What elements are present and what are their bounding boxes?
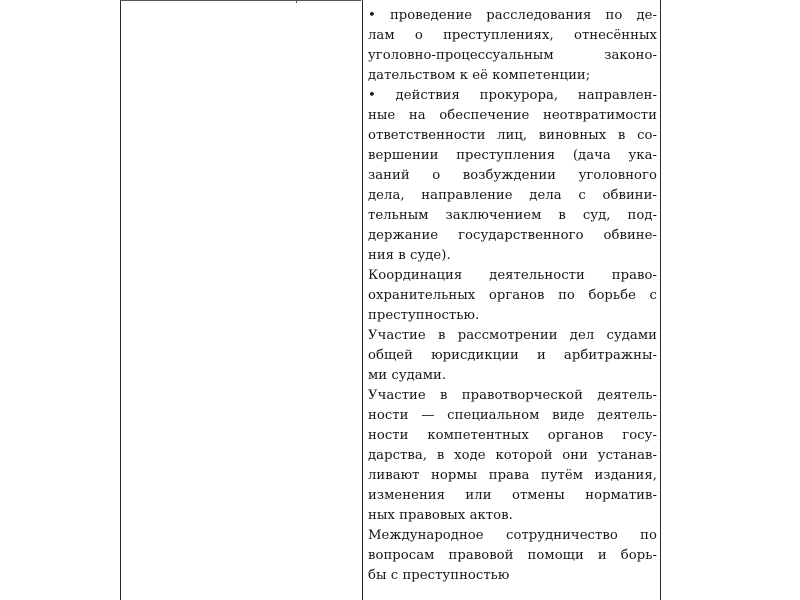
text-line: тельным заключением в суд, под- (368, 208, 657, 223)
text-line: держание государственного обвине- (368, 228, 657, 243)
text-line: ные на обеспечение неотвратимости (368, 108, 657, 123)
text-line: ности — специальном виде деятель- (368, 408, 657, 423)
paragraph-lawmaking (368, 386, 657, 526)
text-line: ливают нормы права путём издания, (368, 468, 657, 483)
table-cell-functions (368, 6, 657, 586)
table-top-border (120, 0, 361, 1)
text-line: общей юрисдикции и арбитражны- (368, 348, 657, 363)
text-line: ности компетентных органов госу- (368, 428, 657, 443)
paragraph-international-cooperation (368, 526, 657, 586)
text-line: ми судами. (368, 368, 447, 383)
text-line: вопросам правовой помощи и борь- (368, 548, 657, 563)
text-line: заний о возбуждении уголовного (368, 168, 657, 183)
text-line: ных правовых актов. (368, 508, 513, 523)
text-line: дела, направление дела с обвини- (368, 188, 657, 203)
text-line: ответственности лиц, виновных в со- (368, 128, 657, 143)
paragraph-investigation (368, 6, 657, 86)
paragraph-prosecutor-actions (368, 86, 657, 266)
text-line: бы с преступностью (368, 568, 510, 583)
text-line: охранительных органов по борьбе с (368, 288, 657, 303)
text-line: уголовно-процессуальным законо- (368, 48, 657, 63)
text-line: лам о преступлениях, отнесённых (368, 28, 657, 43)
text-line: дательством к её компетенции; (368, 68, 591, 83)
text-line: преступностью. (368, 308, 480, 323)
table-column-tick (296, 0, 297, 3)
text-line: Координация деятельности право- (368, 268, 657, 283)
table-border-right (660, 0, 661, 600)
text-line: • проведение расследования по де- (368, 8, 657, 23)
text-line: Участие в рассмотрении дел судами (368, 328, 657, 343)
paragraph-court-participation (368, 326, 657, 386)
table-border-left (120, 0, 121, 600)
text-line: • действия прокурора, направлен- (368, 88, 657, 103)
text-line: дарства, в ходе которой они устанав- (368, 448, 657, 463)
text-line: изменения или отмены норматив- (368, 488, 657, 503)
text-line: Участие в правотворческой деятель- (368, 388, 657, 403)
table-column-divider (362, 0, 363, 600)
text-line: Международное сотрудничество по (368, 528, 657, 543)
paragraph-coordination (368, 266, 657, 326)
text-line: ния в суде). (368, 248, 451, 263)
text-line: вершении преступления (дача ука- (368, 148, 657, 163)
